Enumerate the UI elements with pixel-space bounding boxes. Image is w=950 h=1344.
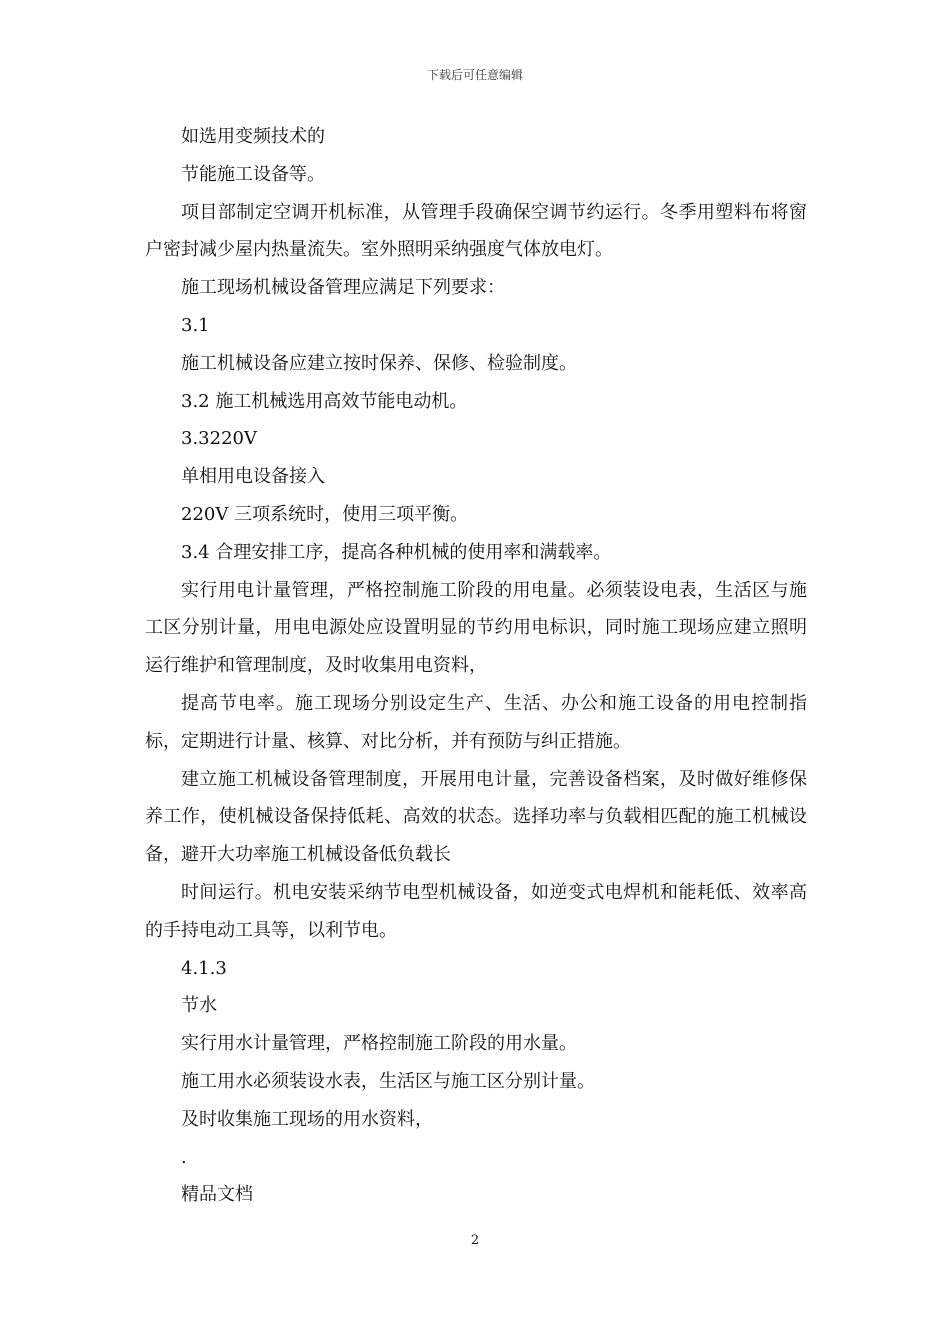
document-body bbox=[145, 118, 807, 1214]
page-number: 2 bbox=[470, 1233, 480, 1248]
section-number: 3.3220V bbox=[181, 428, 257, 450]
paragraph: 220V 三项系统时，使用三项平衡。 bbox=[181, 503, 469, 525]
document-label: 精品文档 bbox=[181, 1184, 253, 1206]
paragraph: 及时收集施工现场的用水资料， bbox=[181, 1108, 433, 1130]
paragraph: 项目部制定空调开机标准，从管理手段确保空调节约运行。冬季用塑料布将窗户密封减少屋内热量流失。室外照明采纳强度气体放电灯。 bbox=[145, 201, 807, 261]
section-number: 3.1 bbox=[181, 314, 210, 336]
paragraph: 单相用电设备接入 bbox=[181, 466, 325, 488]
page-header-note: 下载后可任意编辑 bbox=[426, 68, 523, 82]
paragraph: 3.4 合理安排工序，提高各种机械的使用率和满载率。 bbox=[181, 541, 612, 563]
paragraph: 提高节电率。施工现场分别设定生产、生活、办公和施工设备的用电控制指标，定期进行计量、核算、对比分析，并有预防与纠正措施。 bbox=[145, 692, 807, 752]
paragraph: 节能施工设备等。 bbox=[181, 163, 325, 185]
paragraph: 3.2 施工机械选用高效节能电动机。 bbox=[181, 390, 468, 412]
paragraph: 如选用变频技术的 bbox=[181, 126, 325, 147]
paragraph: 建立施工机械设备管理制度，开展用电计量，完善设备档案，及时做好维修保养工作，使机械设备保持低耗、高效的状态。选择功率与负载相匹配的施工机械设备，避开大功率施工机械设备低负载长 bbox=[145, 768, 807, 866]
paragraph: 施工机械设备应建立按时保养、保修、检验制度。 bbox=[181, 352, 577, 374]
paragraph: 实行用电计量管理，严格控制施工阶段的用电量。必须装设电表，生活区与施工区分别计量，用电电源处应设置明显的节约用电标识，同时施工现场应建立照明运行维护和管理制度，及时收集用电资料， bbox=[145, 579, 807, 677]
section-heading: 节水 bbox=[181, 995, 217, 1017]
paragraph: 实行用水计量管理，严格控制施工阶段的用水量。 bbox=[181, 1033, 577, 1055]
paragraph: 时间运行。机电安装采纳节电型机械设备，如逆变式电焊机和能耗低、效率高的手持电动工具等，以利节电。 bbox=[145, 881, 807, 941]
paragraph: 施工用水必须装设水表，生活区与施工区分别计量。 bbox=[181, 1070, 595, 1092]
paragraph: . bbox=[181, 1146, 187, 1168]
section-number: 4.1.3 bbox=[181, 957, 227, 979]
paragraph: 施工现场机械设备管理应满足下列要求： bbox=[181, 277, 505, 299]
